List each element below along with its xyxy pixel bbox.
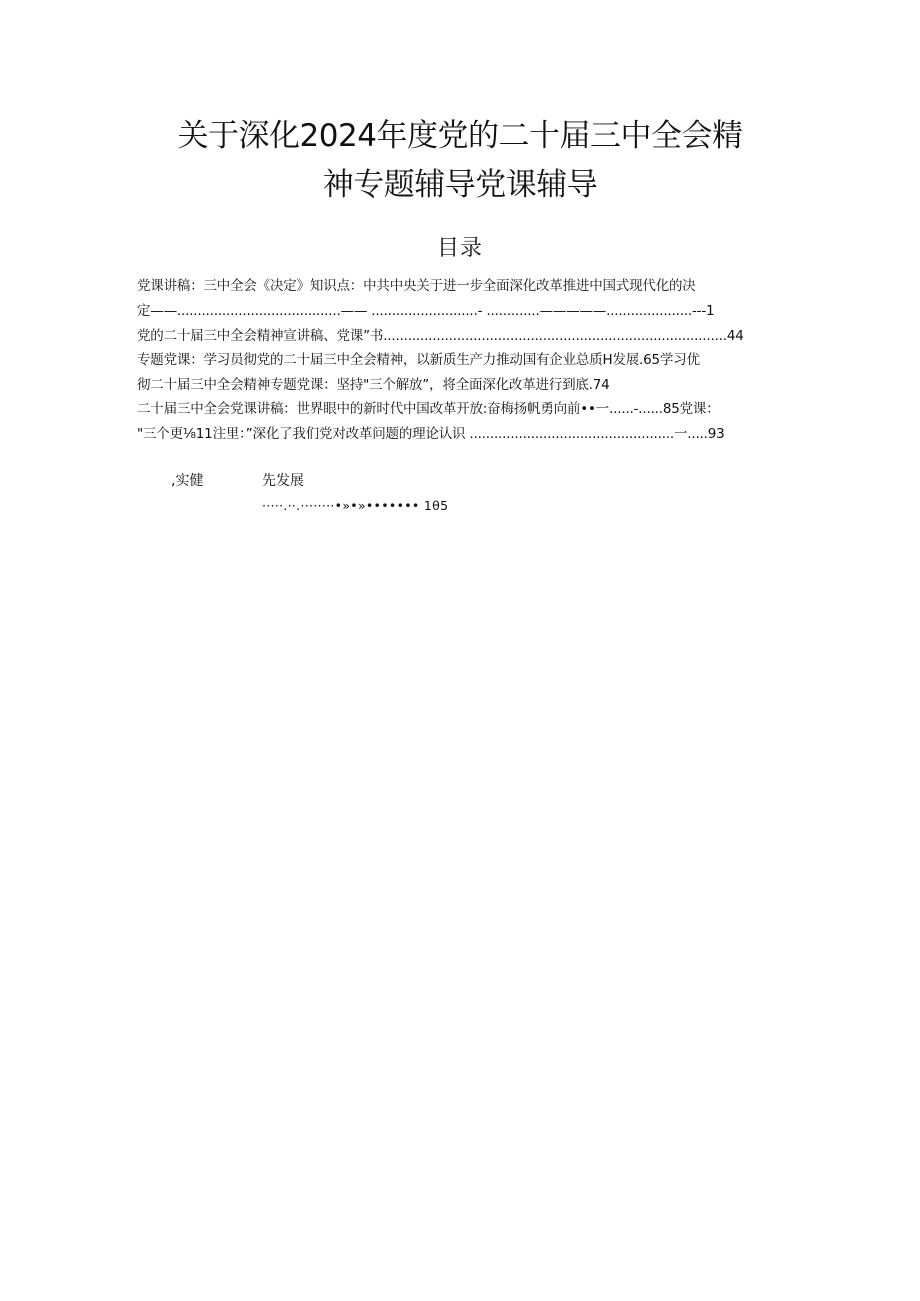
toc-fragment-right: 先发展 [262,473,304,489]
toc-line-4: 专题党课：学习员彻党的二十届三中全会精神，以新质生产力推动国有企业总质H发展.65学习优 [137,352,700,368]
toc-line-7: "三个更⅛11注里：”深化了我们党对改革问题的理论认识 ..................................................一.....93 [137,426,725,442]
document-title-line-2: 神专题辅导党课辅导 [322,167,598,203]
toc-line-5: 彻二十届三中全会精神专题党课：坚持"三个解放”，将全面深化改革进行到底.74 [137,377,610,393]
toc-line-1: 党课讲稿：三中全会《决定》知识点：中共中央关于进一步全面深化改革推进中国式现代化的决 [137,278,696,294]
toc-line-6: 二十届三中全会党课讲稿：世界眼中的新时代中国改革开放:奋梅扬帆勇向前••一......-......85党课： [137,401,720,417]
document-title-line-1: 关于深化2024年度党的二十届三中全会精 [177,118,743,154]
toc-fragment-leader: ·····.··.········•»•»••••••• 1θ5 [262,498,449,513]
toc-fragment-left: ,实健 [171,473,204,489]
toc-line-3: 党的二十届三中全会精神宣讲稿、党课”书....................................................................................44 [137,328,744,344]
toc-line-2: 定——........................................—— ..........................- .............—————.....................---1 [137,303,715,319]
toc-heading: 目录 [436,236,483,261]
